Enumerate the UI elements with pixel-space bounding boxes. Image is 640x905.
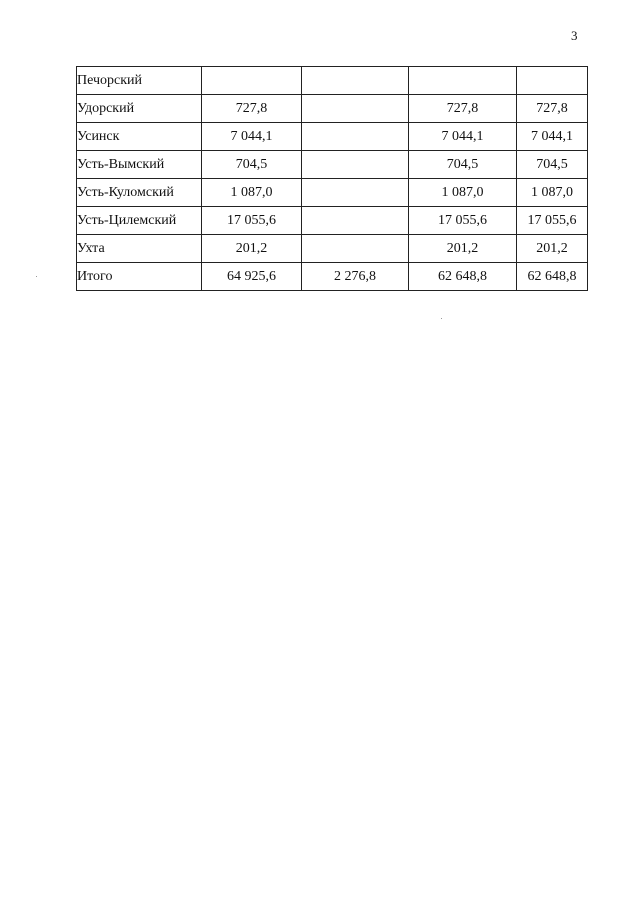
value-cell-4: 62 648,8	[517, 263, 588, 291]
value-cell-3: 1 087,0	[409, 179, 517, 207]
row-name-cell: Усинск	[77, 123, 202, 151]
row-name-cell: Удорский	[77, 95, 202, 123]
value-cell-3: 727,8	[409, 95, 517, 123]
value-cell-4: 17 055,6	[517, 207, 588, 235]
row-name-cell: Печорский	[77, 67, 202, 95]
value-cell-4: 7 044,1	[517, 123, 588, 151]
value-cell-2	[302, 67, 409, 95]
value-cell-2	[302, 179, 409, 207]
value-cell-3: 201,2	[409, 235, 517, 263]
value-cell-3: 7 044,1	[409, 123, 517, 151]
value-cell-1	[202, 67, 302, 95]
value-cell-2	[302, 123, 409, 151]
scan-speck	[36, 276, 37, 277]
value-cell-4: 1 087,0	[517, 179, 588, 207]
table-row	[77, 151, 588, 179]
value-cell-2	[302, 95, 409, 123]
value-cell-3	[409, 67, 517, 95]
value-cell-3: 17 055,6	[409, 207, 517, 235]
table-row	[77, 235, 588, 263]
row-name-cell: Итого	[77, 263, 202, 291]
value-cell-1: 64 925,6	[202, 263, 302, 291]
value-cell-4: 727,8	[517, 95, 588, 123]
value-cell-1: 727,8	[202, 95, 302, 123]
value-cell-4	[517, 67, 588, 95]
value-cell-2	[302, 235, 409, 263]
row-name-cell: Ухта	[77, 235, 202, 263]
value-cell-1: 201,2	[202, 235, 302, 263]
row-name-cell: Усть-Куломский	[77, 179, 202, 207]
value-cell-2	[302, 151, 409, 179]
value-cell-4: 201,2	[517, 235, 588, 263]
value-cell-2	[302, 207, 409, 235]
value-cell-2: 2 276,8	[302, 263, 409, 291]
table-row	[77, 67, 588, 95]
data-table	[76, 66, 588, 291]
value-cell-1: 704,5	[202, 151, 302, 179]
value-cell-1: 1 087,0	[202, 179, 302, 207]
value-cell-3: 704,5	[409, 151, 517, 179]
table-row	[77, 179, 588, 207]
table-row	[77, 95, 588, 123]
row-name-cell: Усть-Вымский	[77, 151, 202, 179]
table-row-total	[77, 263, 588, 291]
table-row	[77, 207, 588, 235]
table-row	[77, 123, 588, 151]
page-number: 3	[571, 28, 578, 43]
value-cell-3: 62 648,8	[409, 263, 517, 291]
value-cell-1: 17 055,6	[202, 207, 302, 235]
value-cell-4: 704,5	[517, 151, 588, 179]
value-cell-1: 7 044,1	[202, 123, 302, 151]
scan-speck	[441, 318, 442, 319]
row-name-cell: Усть-Цилемский	[77, 207, 202, 235]
